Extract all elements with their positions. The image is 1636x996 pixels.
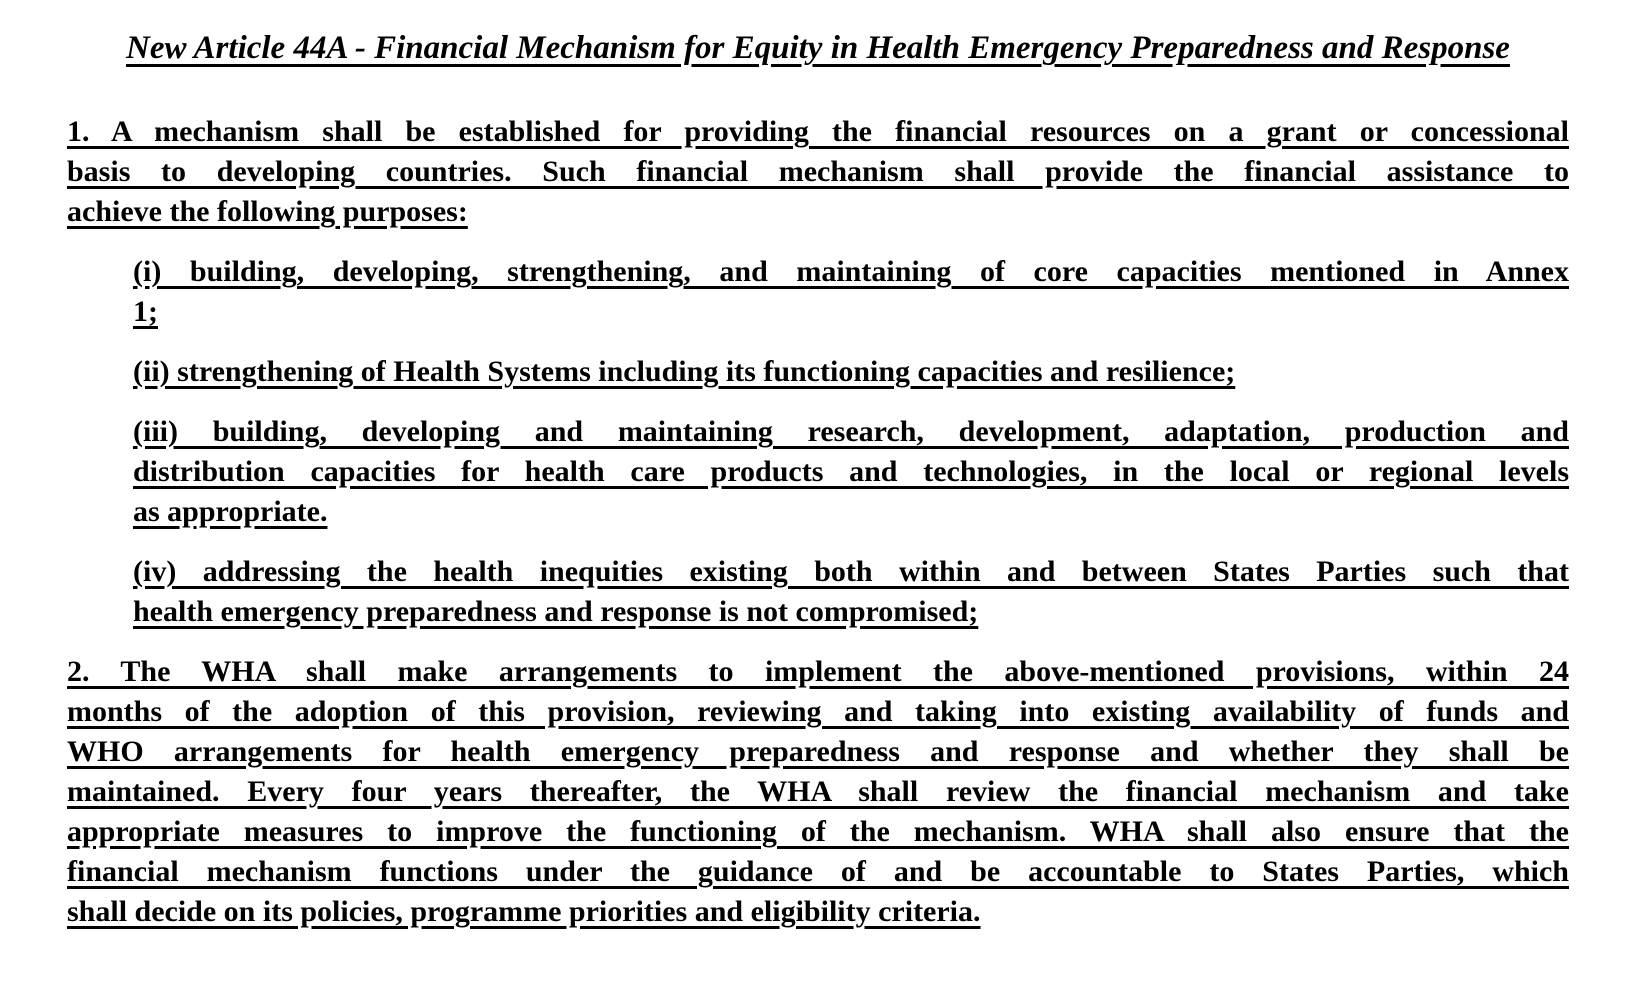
text-line: health emergency preparedness and response is not compromised;	[133, 595, 979, 628]
document-title: New Article 44A - Financial Mechanism for Equity in Health Emergency Preparedness and Response	[126, 30, 1510, 66]
document-body	[67, 112, 1569, 932]
text-line: WHO arrangements for health emergency preparedness and response and whether they shall be	[67, 735, 1569, 768]
text-line: appropriate measures to improve the functioning of the mechanism. WHA shall also ensure that the	[67, 815, 1569, 848]
text-line: basis to developing countries. Such financial mechanism shall provide the financial assistance to	[67, 155, 1569, 188]
text-line: achieve the following purposes:	[67, 195, 468, 228]
text-line: distribution capacities for health care products and technologies, in the local or regional levels	[133, 455, 1569, 488]
text-line: 1;	[133, 295, 158, 328]
paragraph-1	[67, 112, 1569, 232]
text-line: 2. The WHA shall make arrangements to implement the above-mentioned provisions, within 24	[67, 655, 1569, 688]
text-line: (iii) building, developing and maintaining research, development, adaptation, production and	[133, 415, 1569, 448]
text-line: as appropriate.	[133, 495, 328, 528]
text-line: (iv) addressing the health inequities existing both within and between States Parties such that	[133, 555, 1569, 588]
text-line: shall decide on its policies, programme priorities and eligibility criteria.	[67, 895, 981, 928]
text-line: (i) building, developing, strengthening, and maintaining of core capacities mentioned in Annex	[133, 255, 1569, 288]
list-item-iv	[133, 552, 1569, 632]
text-line: maintained. Every four years thereafter, the WHA shall review the financial mechanism and take	[67, 775, 1569, 808]
text-line: financial mechanism functions under the guidance of and be accountable to States Parties, which	[67, 855, 1569, 888]
paragraph-2	[67, 652, 1569, 932]
text-line: months of the adoption of this provision, reviewing and taking into existing availability of funds and	[67, 695, 1569, 728]
list-item-i	[133, 252, 1569, 332]
list-item-iii	[133, 412, 1569, 532]
list-item-ii	[133, 352, 1569, 392]
text-line: (ii) strengthening of Health Systems including its functioning capacities and resilience;	[133, 355, 1236, 388]
text-line: 1. A mechanism shall be established for providing the financial resources on a grant or concessional	[67, 115, 1569, 148]
